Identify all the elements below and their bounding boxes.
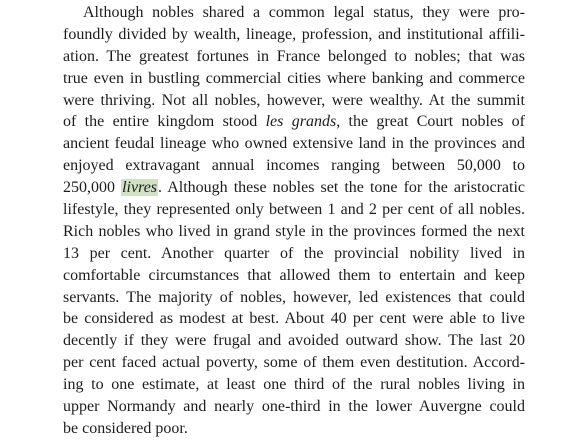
text-line-20: be considered poor.: [63, 419, 188, 437]
paragraph-nobility-wealth: [63, 2, 525, 440]
text-line-13: comfortable circumstances that allowed them to entertain and keep: [63, 266, 525, 284]
text-line-9: 250,000 livres. Although these nobles set the tone for the aristocratic: [63, 179, 526, 197]
text-line-8: enjoyed extravagant annual incomes ranging between 50,000 to: [63, 157, 525, 175]
text-line-14: servants. The majority of nobles, however, led existences that could: [63, 288, 525, 306]
text-line-18: ing to one estimate, at least one third of the rural nobles living in: [63, 376, 525, 394]
text-line-5: were thriving. Not all nobles, however, were wealthy. At the summit: [63, 91, 525, 109]
text-line-17: per cent faced actual poverty, some of them even destitution. Accord-: [63, 354, 525, 372]
book-page-text: [63, 2, 525, 440]
text-line-10: lifestyle, they represented only between 1 and 2 per cent of all nobles.: [63, 201, 525, 219]
text-line-19: upper Normandy and nearly one-third in the lower Auvergne could: [63, 398, 525, 416]
text-line-15: be considered as modest at best. About 40 per cent were able to live: [63, 310, 525, 328]
text-line-12: 13 per cent. Another quarter of the provincial nobility lived in: [63, 244, 525, 262]
text-line-1: Although nobles shared a common legal status, they were pro-: [83, 4, 525, 21]
text-line-4: true even in bustling commercial cities where banking and commerce: [63, 69, 525, 87]
text-line-11: Rich nobles who lived in grand style in the provinces formed the next: [63, 222, 525, 240]
text-line-2: foundly divided by wealth, lineage, profession, and institutional affili-: [63, 25, 525, 43]
text-line-7: ancient feudal lineage who owned extensive land in the provinces and: [63, 135, 525, 153]
text-line-16: decently if they were frugal and avoided outward show. The last 20: [63, 332, 525, 350]
italic-term-les-grands: les grands: [265, 113, 337, 131]
text-line-6: of the entire kingdom stood les grands, the great Court nobles of: [63, 113, 525, 131]
highlighted-term-livres[interactable]: livres: [122, 179, 158, 197]
text-line-3: ation. The greatest fortunes in France belonged to nobles; that was: [63, 47, 525, 65]
